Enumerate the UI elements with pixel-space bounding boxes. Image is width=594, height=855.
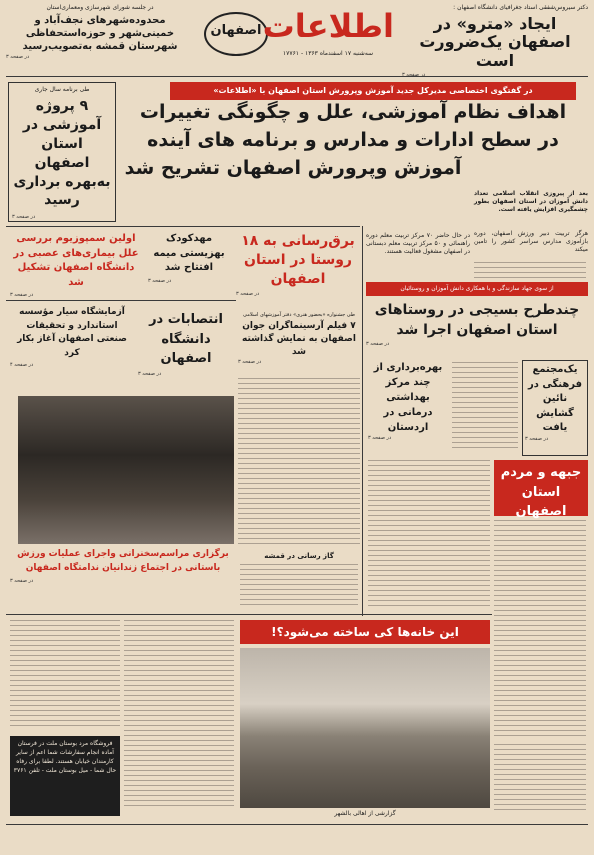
housing-headline: این خانه‌ها کی ساخته می‌شود؟!: [240, 620, 490, 644]
headline: محدوده‌شهرهای نجف‌آباد و خمینی‌شهر و حوزه‌استحفاظی شهرستان قمشه به‌تصویب‌رسید: [22, 15, 178, 52]
story-appointments: [138, 310, 234, 390]
headline: مهدکودک بهزیستی میمه افتتاح شد: [153, 233, 225, 273]
continuation: در صفحه ۳: [148, 277, 172, 284]
story-electricity: [236, 232, 360, 310]
headline: چندطرح بسیجی در روستاهای استان اصفهان اجرا شد: [374, 302, 580, 339]
headline: برگزاری مراسم‌سخنرانی واجرای عملیات ورزش باستانی در اجتماع زندانیان ندامتگاه اصفهان: [17, 549, 229, 573]
continuation: در صفحه ۳: [138, 370, 162, 377]
villages-kicker: از سوی جهاد سازندگی و با همکاری دانش آموزان و روستائیان: [366, 282, 588, 296]
kicker: طی جشنواره «بحضور هنری» دفتر آموزشهای اسلامی: [243, 312, 355, 318]
photo-prisoners: [18, 396, 234, 544]
ad-text: فروشگاه مرد بوستان ملت در فرستان آماده انجام سفارشات شما اعم از سایر کارمندان خیابان هستند. لطفا برای رفاه حال شما - میل بوستان ملت - تلفن ۳۷۶۱: [13, 740, 117, 774]
story-films: [238, 312, 360, 374]
dateline: سه‌شنبه ۱۷ اسفندماه ۱۳۶۳ - ۱۷۷۶۱: [282, 50, 374, 57]
rule-mid-2: [6, 300, 236, 301]
body-text-block: [474, 262, 586, 280]
body-text-block: [368, 460, 490, 610]
masthead: [200, 6, 396, 64]
story-cultural: [522, 360, 588, 456]
story-prisoners: [10, 548, 236, 610]
story-projects: [8, 82, 116, 222]
ad-box: [10, 736, 120, 816]
main-headline-line2: در سطح ادارات و مدارس و برنامه های آینده: [147, 128, 559, 151]
story-lab: [10, 306, 134, 390]
rule-mid-1: [6, 226, 360, 227]
headline: انتصابات در دانشگاه اصفهان: [149, 312, 223, 366]
main-lead-2: هرگز تربیت دبیر ورزش اصفهان، دوره بازآموزی مدارس سراسر کشور را تامین میکند: [474, 230, 588, 254]
body-text-block: [494, 744, 586, 814]
headline: آزمایشگاه سیار مؤسسه استاندارد و تحقیقات صنعتی اصفهان آغاز بکار کرد: [17, 307, 127, 358]
body-text-block: [238, 378, 360, 548]
rule-top: [6, 76, 588, 77]
body-text-block: [124, 620, 234, 810]
rule-mid-3: [6, 614, 492, 615]
main-lead-3: در حال حاضر ۷۰ مرکز تربیت معلم دوره راهنمائی و ۵۰ مرکز تربیت معلم دبستانی در اصفهان مشغول فعالیت هستند.: [366, 232, 471, 256]
story-villages: [366, 300, 588, 358]
continuation: در صفحه ۳: [238, 359, 262, 366]
headline: یک‌مجتمع فرهنگی در نائین گشایش یافت: [527, 364, 583, 433]
headline: جبهه و مردم استان اصفهان: [500, 465, 582, 519]
kicker: دکتر سیروس‌شفقی استاد جغرافیای دانشگاه اصفهان :: [453, 4, 588, 11]
body-text-block: [452, 362, 518, 452]
housing-caption: گزارشی از اهالی بالشهر: [334, 810, 396, 817]
continuation: در صفحه ۳: [368, 435, 392, 441]
rule-bottom: [6, 824, 588, 825]
continuation: در صفحه ۳: [6, 54, 30, 60]
story-seminar: [10, 232, 142, 298]
body-text-block: [10, 620, 120, 730]
story-jebhe: [494, 460, 588, 519]
main-headline-line1: اهداف نظام آموزشی، علل و چگونگی تغییرات: [139, 101, 567, 123]
headline: ایجاد «مترو» در اصفهان یک‌ضرورت است: [419, 14, 571, 70]
continuation: در صفحه ۳: [366, 340, 390, 347]
main-lead: بعد از پیروزی انقلاب اسلامی تعداد دانش آموزان در استان اصفهان بطور چشمگیری افزایش یافته است.: [474, 190, 588, 214]
kicker: در جلسه شورای شهرسازی ومعماری‌استان: [46, 4, 154, 11]
body-text-block: [494, 520, 586, 740]
story-city-limits: [6, 4, 194, 74]
story-metro: [402, 4, 588, 74]
headline: برق‌رسانی به ۱۸ روستا در استان اصفهان: [241, 233, 355, 287]
edition-label: اصفهان: [210, 23, 262, 38]
headline: بهره‌برداری از چند مرکز بهداشتی درمانی در اردستان: [373, 362, 443, 433]
headline: اولین سمپوزیوم بررسی علل بیماری‌های عصبی در دانشگاه اصفهان تشکیل شد: [13, 233, 139, 288]
continuation: در صفحه ۳: [10, 292, 34, 298]
continuation: در صفحه ۴: [10, 362, 34, 368]
garbage-label: گاز رسانی در قمشه: [264, 552, 334, 560]
story-kindergarten: [148, 232, 230, 304]
photo-housing: [240, 648, 490, 808]
headline: ۷ فیلم آرسینماگران جوان اصفهان به نمایش گذاشته شد: [242, 321, 356, 358]
kicker: طی برنامه‌ سال‌ جاری: [34, 86, 90, 93]
main-headline-line3: آموزش وپرورش اصفهان تشریح شد: [124, 156, 462, 179]
red-banner: در گفتگوی اختصاصی مدیرکل جدید آموزش وپرورش استان اصفهان با «اطلاعات»: [170, 82, 576, 100]
continuation: در صفحه ۳: [236, 290, 260, 297]
continuation: در صفحه ۳: [12, 214, 36, 221]
rule-vert-1: [362, 226, 363, 616]
continuation: در صفحه ۳: [10, 577, 34, 584]
story-health: [368, 360, 448, 456]
body-text-block: [240, 564, 358, 608]
headline: ۹ پروژه آموزشی در استان اصفهان به‌بهره برداری رسید: [13, 98, 111, 209]
continuation: در صفحه ۳: [525, 435, 549, 442]
logo: اطلاعات: [262, 7, 394, 45]
